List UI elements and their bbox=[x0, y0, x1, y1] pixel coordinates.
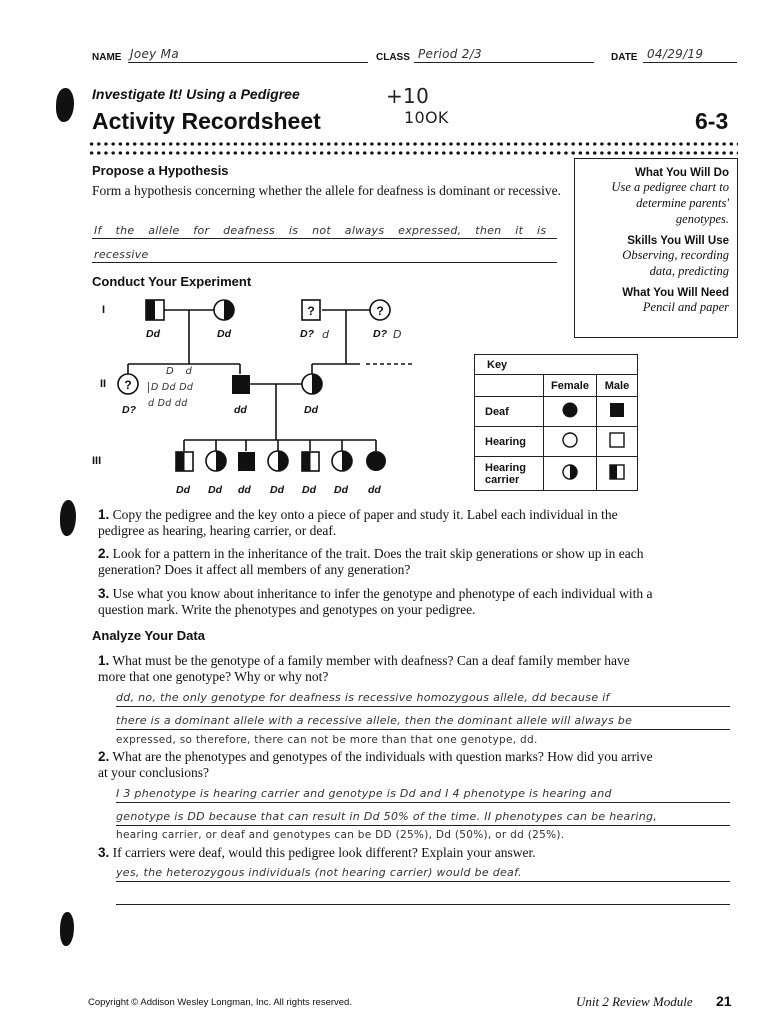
ind-III3-deaf-male bbox=[238, 452, 255, 471]
genotype-III1: Dd bbox=[176, 484, 190, 496]
key-row-deaf: Deaf bbox=[475, 397, 544, 427]
answer-3-line-1[interactable] bbox=[116, 864, 730, 882]
class-value: Period 2/3 bbox=[418, 47, 482, 61]
genotype-II2: dd bbox=[234, 404, 247, 416]
answer-2-line-1[interactable] bbox=[116, 785, 730, 803]
answer-1-line-1[interactable] bbox=[116, 689, 730, 707]
key-hearing-male-symbol bbox=[608, 431, 626, 449]
q3-num: 3. bbox=[98, 845, 110, 860]
gen-label-1: I bbox=[102, 304, 106, 316]
answer-1-text-3: expressed, so therefore, there can not be more than that one genotype, dd. bbox=[116, 734, 538, 746]
note-I4: D bbox=[393, 328, 402, 341]
key-carrier-female-symbol bbox=[561, 463, 579, 481]
step-3-num: 3. bbox=[98, 586, 110, 601]
grade-mark-bottom: 10OK bbox=[404, 108, 449, 127]
unknown-mark-I4: ? bbox=[376, 304, 384, 318]
sidebox-need-text: Pencil and paper bbox=[642, 300, 729, 314]
answer-2-text-2: genotype is DD because that can result in Dd 50% of the time. II phenotypes can be hearing, bbox=[116, 810, 658, 823]
sidebox-skills-title: Skills You Will Use bbox=[627, 235, 729, 247]
copyright: Copyright © Addison Wesley Longman, Inc. All rights reserved. bbox=[88, 997, 352, 1008]
step-3 bbox=[98, 586, 658, 618]
gen-label-3: III bbox=[92, 455, 102, 467]
ind-III7-deaf-female bbox=[366, 451, 386, 471]
ind-I3-unknown-male bbox=[302, 300, 320, 320]
module-name: Unit 2 Review Module bbox=[576, 994, 693, 1009]
key-deaf-female-symbol bbox=[561, 401, 579, 419]
key-title: Key bbox=[475, 355, 638, 375]
step-3-text: Use what you know about inheritance to infer the genotype and phenotype of each individual with a question mark. Write the phenotypes and genotypes on your pedigree. bbox=[98, 586, 653, 617]
step-1 bbox=[98, 507, 658, 539]
genotype-II1: D? bbox=[122, 404, 136, 416]
genotype-II3: Dd bbox=[304, 404, 318, 416]
date-label: DATE bbox=[611, 52, 638, 63]
key-deaf-male-symbol bbox=[608, 401, 626, 419]
genotype-III5: Dd bbox=[302, 484, 316, 496]
key-row-carrier: Hearing carrier bbox=[475, 457, 544, 491]
q1-text: What must be the genotype of a family member with deafness? Can a deaf family member have more that one genotype? Why or why not? bbox=[98, 653, 630, 684]
hypothesis-prompt: Form a hypothesis concerning whether the allele for deafness is dominant or recessive. bbox=[92, 183, 561, 198]
punnett-row-2: d Dd dd bbox=[148, 398, 188, 409]
answer-2-line-2[interactable] bbox=[116, 808, 730, 826]
pedigree-key bbox=[474, 354, 638, 491]
genotype-III2: Dd bbox=[208, 484, 222, 496]
question-1 bbox=[98, 653, 658, 685]
activity-kicker: Investigate It! Using a Pedigree bbox=[92, 86, 300, 102]
question-2 bbox=[98, 749, 658, 781]
unknown-mark-II1: ? bbox=[124, 378, 132, 392]
step-1-text: Copy the pedigree and the key onto a piece of paper and study it. Label each individual in the pedigree as hearing, hearing carrier, or deaf. bbox=[98, 507, 618, 538]
hypothesis-answer-2: recessive bbox=[94, 248, 149, 261]
date-value: 04/29/19 bbox=[647, 47, 704, 61]
ind-III5-carrier-male bbox=[302, 452, 319, 471]
sidebox-do-title: What You Will Do bbox=[634, 167, 729, 179]
genotype-III7: dd bbox=[368, 484, 381, 496]
hypothesis-answer-1: If the allele for deafness is not always expressed, then it is bbox=[94, 224, 547, 237]
genotype-III6: Dd bbox=[334, 484, 348, 496]
experiment-heading: Conduct Your Experiment bbox=[92, 274, 252, 289]
ind-I4-unknown-female bbox=[370, 300, 390, 320]
ind-III2-carrier-female bbox=[206, 449, 228, 473]
gen-label-2: II bbox=[100, 378, 107, 390]
question-3 bbox=[98, 845, 658, 861]
answer-1-text-1: dd, no, the only genotype for deafness is recessive homozygous allele, dd because if bbox=[116, 691, 610, 704]
ind-III1-carrier-male bbox=[176, 452, 193, 471]
punnett-header: D d bbox=[166, 366, 193, 377]
unknown-mark-I3: ? bbox=[307, 304, 315, 318]
hypothesis-heading: Propose a Hypothesis bbox=[92, 163, 229, 178]
class-label: CLASS bbox=[376, 52, 410, 63]
answer-3-line-2[interactable] bbox=[116, 887, 730, 905]
page-title: Activity Recordsheet bbox=[92, 108, 321, 134]
q1-num: 1. bbox=[98, 653, 110, 668]
sidebox-skills-text: Observing, recording data, predicting bbox=[622, 248, 729, 278]
name-label: NAME bbox=[92, 52, 122, 63]
q2-text: What are the phenotypes and genotypes of the individuals with question marks? How did you arrive at your conclusions? bbox=[98, 749, 653, 780]
key-row-hearing: Hearing bbox=[475, 427, 544, 457]
ind-III6-carrier-female bbox=[332, 449, 354, 473]
sidebox-need-title: What You Will Need bbox=[622, 287, 729, 299]
key-carrier-male-symbol bbox=[608, 463, 626, 481]
analyze-heading: Analyze Your Data bbox=[92, 628, 205, 643]
name-value: Joey Ma bbox=[130, 47, 179, 61]
key-col-male: Male bbox=[597, 375, 638, 397]
genotype-III3: dd bbox=[238, 484, 251, 496]
activity-number: 6-3 bbox=[695, 108, 729, 134]
step-1-num: 1. bbox=[98, 507, 110, 522]
page-number: 21 bbox=[716, 993, 732, 1009]
ind-II2-deaf-male bbox=[232, 375, 250, 394]
ind-II1-unknown-female bbox=[118, 374, 138, 394]
q3-text: If carriers were deaf, would this pedigree look different? Explain your answer. bbox=[112, 845, 536, 860]
step-2-num: 2. bbox=[98, 546, 110, 561]
genotype-I4: D? bbox=[373, 328, 387, 340]
grade-mark-top: +10 bbox=[386, 84, 430, 108]
key-col-female: Female bbox=[544, 375, 597, 397]
genotype-I1: Dd bbox=[146, 328, 160, 340]
ind-II3-carrier-female bbox=[302, 372, 324, 396]
genotype-I3: D? bbox=[300, 328, 314, 340]
ind-I2-carrier-female bbox=[214, 298, 236, 322]
answer-1-text-2: there is a dominant allele with a recessive allele, then the dominant allele will always be bbox=[116, 714, 633, 727]
step-2-text: Look for a pattern in the inheritance of the trait. Does the trait skip generations or show up in each generation? Does it affect all members of any generation? bbox=[98, 546, 644, 577]
genotype-I2: Dd bbox=[217, 328, 231, 340]
ind-I1-carrier-male bbox=[146, 300, 164, 320]
genotype-III4: Dd bbox=[270, 484, 284, 496]
punnett-row-1: D Dd Dd bbox=[148, 382, 193, 393]
sidebox-do-text: Use a pedigree chart to determine parents' genotypes. bbox=[611, 180, 729, 226]
ind-III4-carrier-female bbox=[268, 449, 290, 473]
step-2 bbox=[98, 546, 658, 578]
answer-2-text-3: hearing carrier, or deaf and genotypes can be DD (25%), Dd (50%), or dd (25%). bbox=[116, 829, 565, 841]
note-I3: d bbox=[322, 328, 330, 341]
key-hearing-female-symbol bbox=[561, 431, 579, 449]
answer-3-text-1: yes, the heterozygous individuals (not hearing carrier) would be deaf. bbox=[116, 866, 522, 879]
answer-1-line-2[interactable] bbox=[116, 712, 730, 730]
q2-num: 2. bbox=[98, 749, 110, 764]
answer-2-text-1: I 3 phenotype is hearing carrier and genotype is Dd and I 4 phenotype is hearing and bbox=[116, 787, 612, 800]
